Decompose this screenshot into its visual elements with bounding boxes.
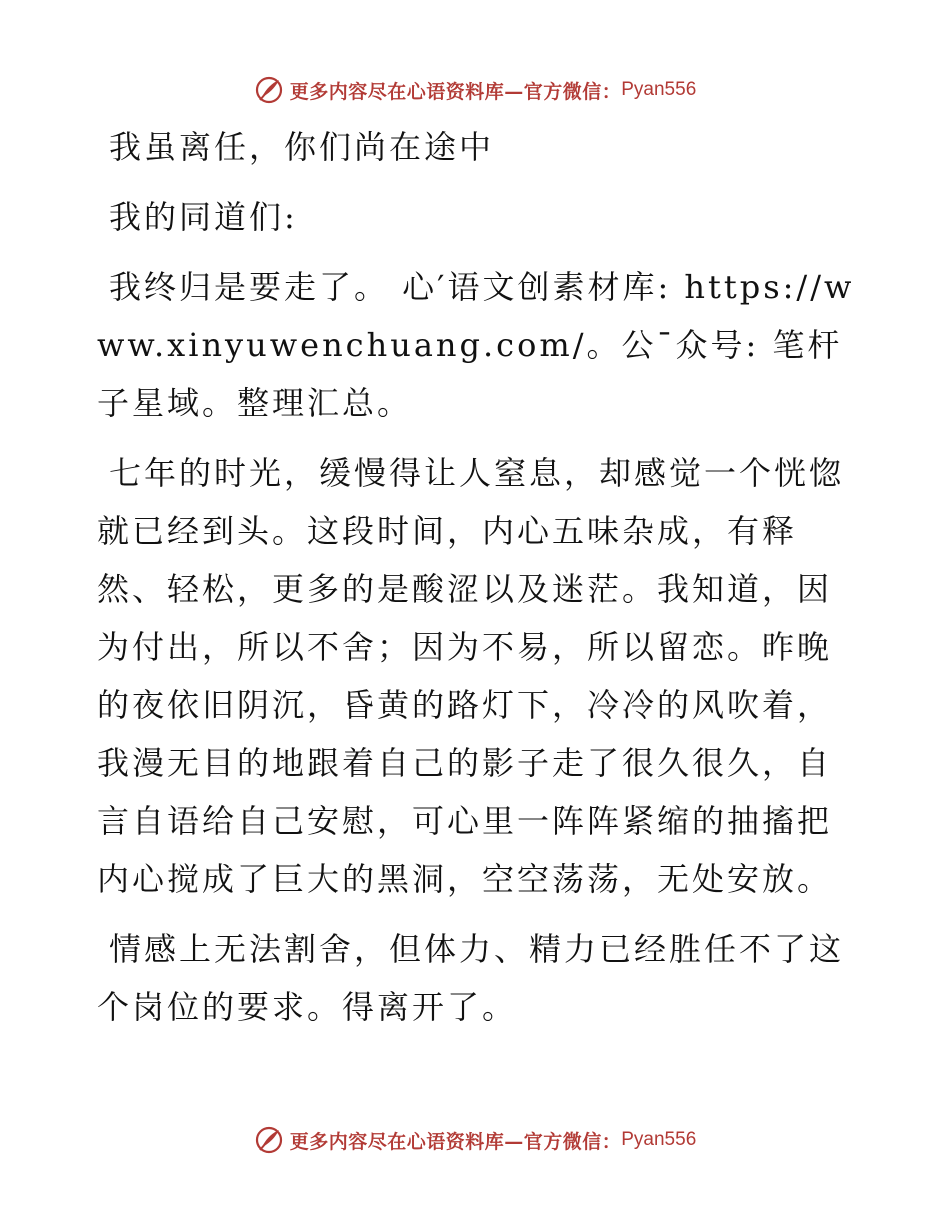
paragraph-1: 我终归是要走了。 心′语文创素材库: https://www.xinyuwenchuang.com/。公¯众号: 笔杆子星域。整理汇总。	[97, 268, 855, 422]
header-banner	[0, 70, 950, 110]
paragraph-2: 七年的时光，缓慢得让人窒息，却感觉一个恍惚就已经到头。这段时间，内心五味杂成，有释然、轻松，更多的是酸涩以及迷茫。我知道，因为付出，所以不舍；因为不易，所以留恋。昨晚的夜依旧阴沉，昏黄的路灯下，冷冷的风吹着，我漫无目的地跟着自己的影子走了很久很久，自言自语给自己安慰，可心里一阵阵紧缩的抽搐把内心搅成了巨大的黑洞，空空荡荡，无处安放。	[97, 454, 845, 898]
document-body	[97, 118, 857, 1048]
feather-pen-logo-icon	[254, 75, 284, 105]
feather-pen-logo-icon	[254, 1125, 284, 1155]
footer-banner	[0, 1120, 950, 1160]
paragraph-3: 情感上无法割舍，但体力、精力已经胜任不了这个岗位的要求。得离开了。	[97, 930, 845, 1026]
document-title: 我虽离任，你们尚在途中	[109, 128, 495, 166]
salutation: 我的同道们:	[109, 198, 298, 236]
footer-banner-text: 更多内容尽在心语资料库—官方微信：	[289, 1130, 622, 1153]
footer-wechat-id: Pyan556	[621, 1129, 697, 1150]
header-wechat-id: Pyan556	[621, 79, 697, 100]
header-banner-text: 更多内容尽在心语资料库—官方微信：	[289, 80, 622, 103]
